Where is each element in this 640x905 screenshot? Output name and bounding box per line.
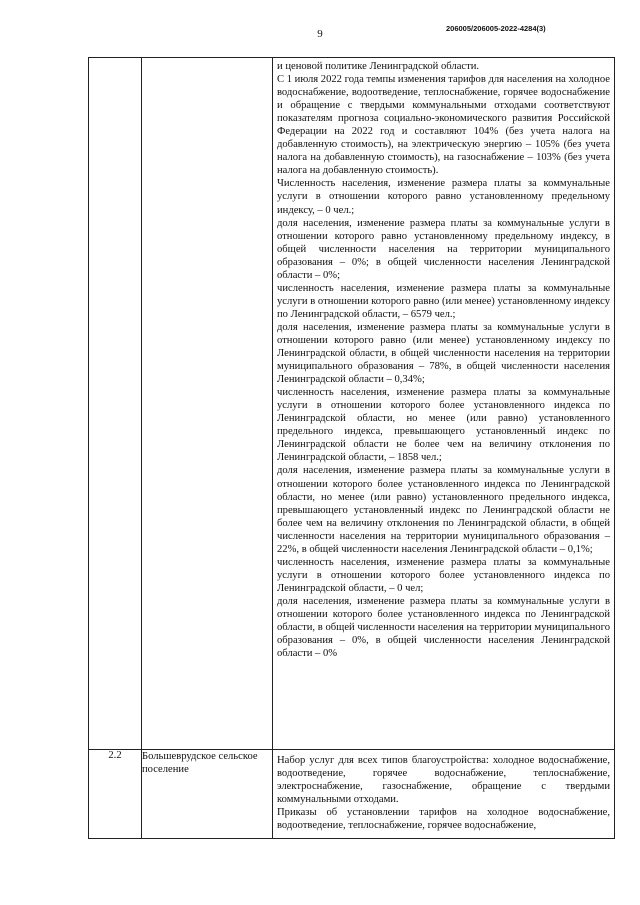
document-id: 206005/206005-2022-4284(3) bbox=[446, 24, 546, 33]
settlement-name-cell: Большеврудское сельское поселение bbox=[142, 750, 273, 839]
settlement-name-cell bbox=[142, 58, 273, 750]
description-cell bbox=[273, 58, 615, 750]
document-table bbox=[88, 57, 615, 839]
paragraph: Численность населения, изменение размера платы за коммунальные услуги в отношении которого равно установленному предельному индексу, – 0 чел.; bbox=[277, 178, 610, 216]
paragraph: Набор услуг для всех типов благоустройства: холодное водоснабжение, водоотведение, горячее водоснабжение, теплоснабжение, электроснабжение, газоснабжение, обращение с твердыми коммунальными отходами. bbox=[277, 755, 610, 806]
paragraph: доля населения, изменение размера платы за коммунальные услуги в отношении которого более установленного индекса по Ленинградской области, в общей численности населения на территории муниципального образования – 0%, в общей численности населения Ленинградской области – 0% bbox=[277, 595, 610, 660]
paragraph: доля населения, изменение размера платы за коммунальные услуги в отношении которого равно (или менее) установленному индексу по Ленинградской области, в общей численности населения на территории муниципального образования – 78%, в общей численности населения Ленинградской области – 0,34%; bbox=[277, 321, 610, 386]
description-cell bbox=[273, 750, 615, 839]
paragraph: и ценовой политике Ленинградской области. bbox=[277, 61, 480, 72]
row-number-cell bbox=[89, 58, 142, 750]
paragraph: С 1 июля 2022 года темпы изменения тарифов для населения на холодное водоснабжение, водоотведение, теплоснабжение, горячее водоснабжение и обращение с твердыми коммунальными отходами соответствуют показателям прогноза социально-экономического развития Российской Федерации на 2022 год и составляют 104% (без учета налога на добавленную стоимость), на электрическую энергию – 105% (без учета налога на добавленную стоимость), на газоснабжение – 103% (без учета налога на добавленную стоимость). bbox=[277, 74, 610, 177]
paragraph: Приказы об установлении тарифов на холодное водоснабжение, водоотведение, теплоснабжение, горячее водоснабжение, bbox=[277, 807, 610, 832]
page-number: 9 bbox=[317, 28, 323, 40]
paragraph: численность населения, изменение размера платы за коммунальные услуги в отношении которого более установленного индекса по Ленинградской области, – 0 чел; bbox=[277, 556, 610, 594]
paragraph: численность населения, изменение размера платы за коммунальные услуги в отношении которого равно (или менее) установленному индексу по Ленинградской области, – 6579 чел.; bbox=[277, 282, 610, 320]
table-row bbox=[89, 58, 615, 750]
paragraph: доля населения, изменение размера платы за коммунальные услуги в отношении которого более установленного индекса по Ленинградской области, но менее (или равно) установленного предельного индекса, превышающего установленный индекс по Ленинградской области не более чем на величину отклонения по Ленинградской области, в общей численности населения на территории муниципального образования – 22%, в общей численности населения Ленинградской области – 0,1%; bbox=[277, 465, 610, 555]
table-row bbox=[89, 750, 615, 839]
paragraph: доля населения, изменение размера платы за коммунальные услуги в отношении которого равно установленному предельному индексу, в общей численности населения на территории муниципального образования – 0%; в общей численности населения Ленинградской области – 0%; bbox=[277, 217, 610, 281]
row-number-cell: 2.2 bbox=[89, 750, 142, 839]
paragraph: численность населения, изменение размера платы за коммунальные услуги в отношении которого более установленного индекса по Ленинградской области, но менее (или равно) установленного предельного индекса, превышающего установленный индекс по Ленинградской области не более чем на величину отклонения по Ленинградской области, – 1858 чел.; bbox=[277, 387, 610, 464]
